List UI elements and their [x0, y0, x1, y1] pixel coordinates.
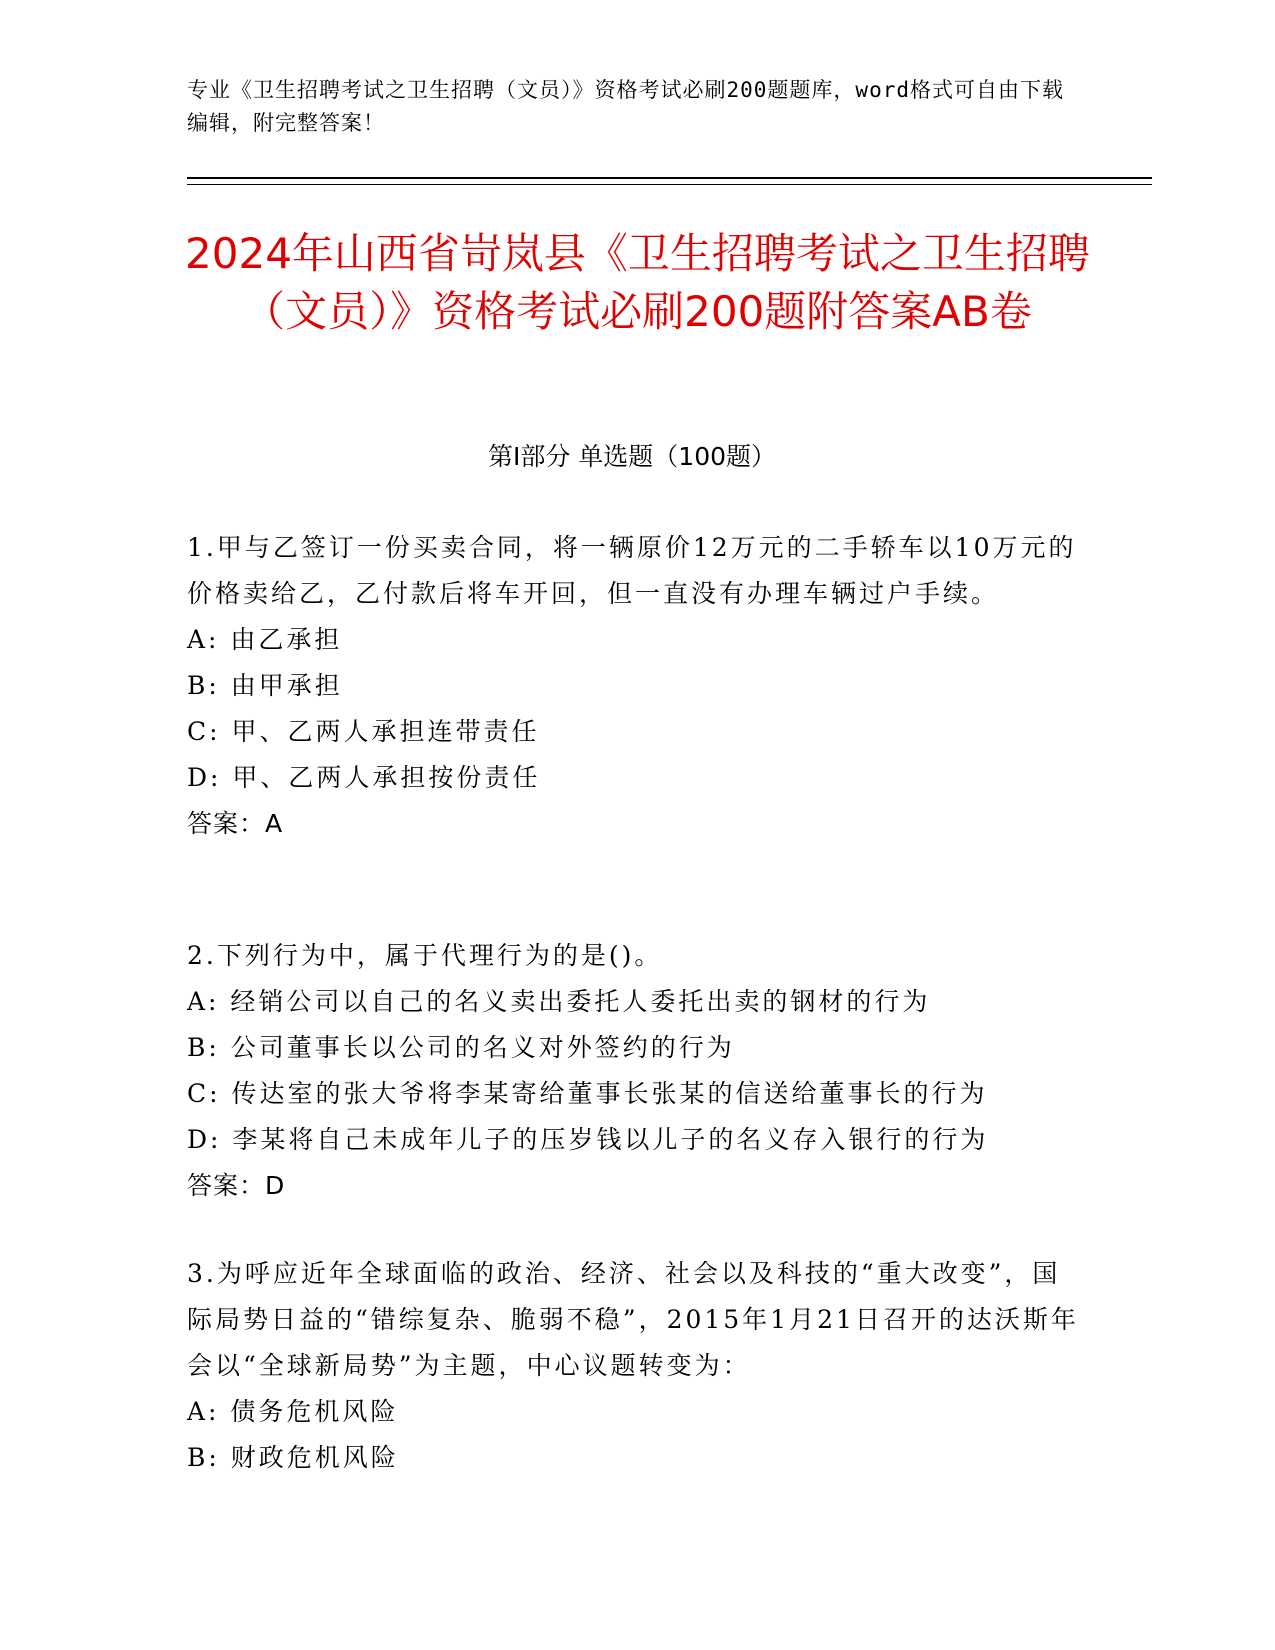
option-d: D: 甲、乙两人承担按份责任: [187, 763, 541, 792]
question-3: [187, 1251, 1087, 1481]
question-stem: 1.甲与乙签订一份买卖合同，将一辆原价12万元的二手轿车以10万元的价格卖给乙，乙付款后将车开回，但一直没有办理车辆过户手续。: [187, 533, 1077, 608]
header-divider-thin: [187, 184, 1152, 185]
document-title: 2024年山西省岢岚县《卫生招聘考试之卫生招聘（文员）》资格考试必刷200题附答案AB卷: [185, 229, 1090, 336]
option-a: A: 由乙承担: [187, 625, 343, 654]
answer: 答案：D: [187, 1171, 286, 1200]
option-b: B: 公司董事长以公司的名义对外签约的行为: [187, 1033, 735, 1062]
question-2: [187, 933, 1087, 1209]
question-1: [187, 525, 1087, 847]
option-a: A: 经销公司以自己的名义卖出委托人委托出卖的钢材的行为: [187, 987, 931, 1016]
option-b: B: 财政危机风险: [187, 1443, 399, 1472]
question-stem: 3.为呼应近年全球面临的政治、经济、社会以及科技的“重大改变”，国际局势日益的“错综复杂、脆弱不稳”，2015年1月21日召开的达沃斯年会以“全球新局势”为主题，中心议题转变为：: [187, 1259, 1079, 1380]
header-divider-thick: [187, 177, 1152, 179]
option-c: C: 传达室的张大爷将李某寄给董事长张某的信送给董事长的行为: [187, 1079, 988, 1108]
option-b: B: 由甲承担: [187, 671, 343, 700]
option-a: A: 债务危机风险: [187, 1397, 399, 1426]
question-stem: 2.下列行为中，属于代理行为的是()。: [187, 941, 663, 970]
answer: 答案：A: [187, 809, 284, 838]
header-note: 专业《卫生招聘考试之卫生招聘（文员）》资格考试必刷200题题库，word格式可自由下载编辑，附完整答案！: [187, 78, 1064, 135]
section-title: 第I部分 单选题（100题）: [487, 442, 777, 471]
option-d: D: 李某将自己未成年儿子的压岁钱以儿子的名义存入银行的行为: [187, 1125, 989, 1154]
option-c: C: 甲、乙两人承担连带责任: [187, 717, 540, 746]
